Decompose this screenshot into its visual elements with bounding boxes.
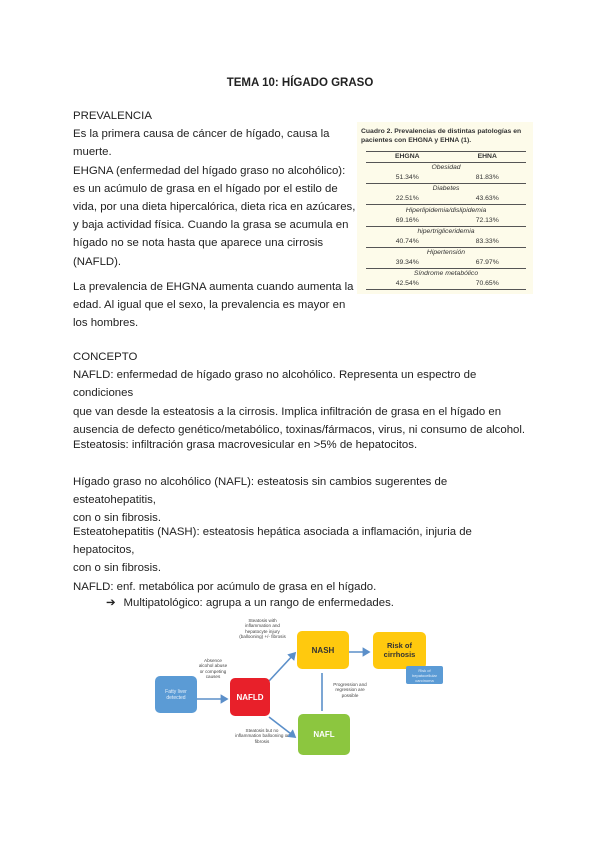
table-cell: 39.34%: [366, 258, 448, 269]
table-cell: 81.83%: [448, 173, 526, 184]
concepto-section: [73, 348, 533, 439]
text-line: es un acúmulo de grasa en el hígado por el estilo de: [73, 182, 338, 195]
nash-box: NASH: [297, 631, 349, 669]
table-cell: 40.74%: [366, 237, 448, 248]
text-line: EHGNA (enfermedad del hígado graso no alcohólico):: [73, 164, 346, 177]
concepto-heading: CONCEPTO: [73, 351, 138, 363]
text-line: que van desde la esteatosis a la cirrosis. Implica infiltración de grasa en el hígado en: [73, 405, 502, 418]
table-cell: 69.16%: [366, 216, 448, 227]
bullet-item: [106, 594, 506, 612]
text-line: (NAFLD).: [73, 255, 122, 268]
prevalencia-heading: PREVALENCIA: [73, 110, 152, 122]
cirrhosis-box: Risk of cirrhosis: [373, 632, 426, 669]
table-cell: 43.63%: [448, 194, 526, 205]
text-line: muerte.: [73, 146, 112, 159]
table-category: Hiperlipidemia/dislipidemia: [405, 206, 487, 214]
nafl-label: Steatosis but no inflammation ballooning or fibrosis: [235, 728, 289, 744]
table-category: Síndrome metabólico: [413, 270, 479, 278]
table-cell: 67.97%: [448, 258, 526, 269]
esteatosis-paragraph: Esteatosis: infiltración grasa macrovesicular en >5% de hepatocitos.: [73, 439, 418, 451]
table-cell: 72.13%: [448, 216, 526, 227]
prevalence-table: [366, 151, 526, 290]
nash-label: Steatosis with inflammation and hepatocyte injury (ballooning) +/- fibrosis: [239, 618, 286, 640]
table-caption: Cuadro 2. Prevalencias de distintas patologías en pacientes con EHGNA y EHNA (1).: [361, 128, 522, 144]
text-line: La prevalencia de EHGNA aumenta cuando aumenta la: [73, 281, 354, 293]
table-category: hipertrigliceridemia: [417, 227, 475, 235]
table-cell: 83.33%: [448, 237, 526, 248]
nafld-diagram: [152, 615, 452, 760]
column-header: EHNA: [448, 152, 526, 163]
table-category: Diabetes: [432, 185, 460, 193]
table-cell: 51.34%: [366, 173, 448, 184]
progression-label: Progression and regression are possible: [333, 682, 367, 698]
prevalencia-section: [73, 107, 363, 271]
nafl-paragraph: [73, 473, 533, 528]
table-cell: 42.54%: [366, 279, 448, 290]
text-line: edad. Al igual que el sexo, la prevalencia es mayor en: [73, 299, 346, 312]
absence-label: Absence alcohol abuse or competing causes: [198, 658, 228, 680]
arrow-bullet-icon: ➔: [106, 597, 116, 609]
text-line: ausencia de defecto genético/metabólico, toxinas/fármacos, virus, ni consumo de alcohol.: [73, 423, 526, 436]
text-line: Hígado graso no alcohólico (NAFL): esteatosis sin cambios sugerentes de esteatohepatitis,: [73, 476, 448, 507]
text-line: NAFLD: enf. metabólica por acúmulo de grasa en el hígado.: [73, 580, 377, 593]
text-line: con o sin fibrosis.: [73, 512, 161, 525]
bullet-text: Multipatológico: agrupa a un rango de enfermedades.: [123, 597, 394, 609]
hcc-box: Risk of hepatocellular carcinoma: [406, 666, 443, 684]
column-header: EHGNA: [366, 152, 448, 163]
table-cell: 70.65%: [448, 279, 526, 290]
prevalence-table-image: [357, 122, 533, 294]
text-line: con o sin fibrosis.: [73, 562, 161, 575]
page-title: TEMA 10: HÍGADO GRASO: [226, 77, 374, 89]
text-line: hígado no se nota hasta que aparece una cirrosis: [73, 237, 324, 250]
text-line: los hombres.: [73, 317, 139, 330]
nafld-box: NAFLD: [230, 678, 270, 716]
text-line: Esteatohepatitis (NASH): esteatosis hepática asociada a inflamación, injuria de hepatocitos,: [73, 526, 472, 557]
nafl-box: NAFL: [298, 714, 350, 755]
arrow: [269, 653, 295, 681]
nash-paragraph: [73, 523, 533, 596]
table-category: Obesidad: [431, 164, 461, 172]
text-line: NAFLD: enfermedad de hígado graso no alcohólico. Representa un espectro de condiciones: [73, 369, 477, 400]
table-category: Hipertensión: [426, 248, 466, 256]
text-line: vida, por una dieta hipercalórica, dieta rica en azúcares,: [73, 201, 356, 214]
text-line: Es la primera causa de cáncer de hígado, causa la: [73, 128, 330, 141]
prevalencia-paragraph-2: [73, 278, 363, 333]
table-cell: 22.51%: [366, 194, 448, 205]
text-line: y baja actividad física. Cuando la grasa se acumula en: [73, 219, 349, 232]
fatty-liver-box: Fatty liver detected: [155, 676, 197, 713]
